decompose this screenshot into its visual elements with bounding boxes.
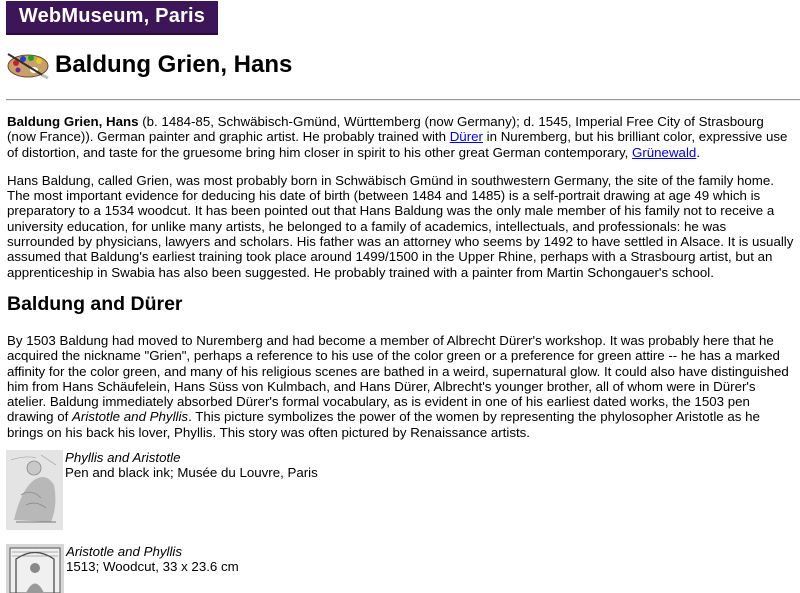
intro-paragraph: Baldung Grien, Hans (b. 1484-85, Schwäbisch-Gmünd, Württemberg (now Germany); d. 1545, Imperial Free City of Strasbourg (now France)). German painter and graphic artist. He probably trained with Dürer in Nuremberg, but his brilliant color, expressive use of distortion, and taste for the gruesome bring him closer in spirit to his other great German contemporary, Grünewald. [7,114,788,160]
grunewald-link[interactable]: Grünewald [632,144,697,160]
work-details: Pen and black ink; Musée du Louvre, Paris [65,465,318,481]
durer-link[interactable]: Dürer [449,129,483,145]
work-details: 1513; Woodcut, 33 x 23.6 cm [66,559,239,575]
site-banner-text: WebMuseum, Paris [18,5,206,28]
artwork-thumbnail[interactable] [6,450,63,530]
divider [6,99,800,101]
artwork-thumbnail[interactable] [6,544,64,593]
site-banner[interactable] [6,1,218,35]
page-title: Baldung Grien, Hans [55,51,293,78]
page-header [6,50,292,80]
palette-icon [6,50,50,80]
section-heading: Baldung and Dürer [7,293,183,315]
work-title[interactable]: Aristotle and Phyllis [66,544,183,559]
article-body [7,114,795,293]
work-item [6,544,239,593]
bio-paragraph: Hans Baldung, called Grien, was most probably born in Schwäbisch Gmünd in southwestern Germany, the site of the family home. The most important evidence for deducing his date of birth (between 1484 and 1485) is a self-portrait drawing at age 49 which is preparatory to a 1534 woodcut. It has been pointed out that Hans Baldung was the only male member of his family not to receive a university education, for unlike many artists, he belonged to a family of academics, intellectuals, and professionals: he was surrounded by physicians, lawyers and scholars. His father was an attorney who seems by 1492 to have settled in Alsace. It is usually assumed that Baldung's earliest training took place around 1499/1500 in the Upper Rhine, perhaps with a Strasbourg artist, but an apprenticeship in Swabia has also been suggested. He probably trained with a painter from Martin Schongauer's school. [7,172,794,280]
work-title[interactable]: Phyllis and Aristotle [65,450,181,465]
section-paragraph: By 1503 Baldung had moved to Nuremberg and had become a member of Albrecht Dürer's workshop. It was probably here that he acquired the nickname "Grien", perhaps a reference to his use of the color green or a preference for green attire -- he has a marked affinity for the color green, and many of his religious scenes are bathed in a weird, supernatural glow. It could also have distinguished him from Hans Schäufelein, Hans Süss von Kulmbach, and Hans Dürer, Albrecht's younger brother, all of whom were in Dürer's atelier. Baldung immediately absorbed Dürer's formal vocabulary, as is evident in one of his earliest dated works, the 1503 pen drawing of Aristotle and Phyllis. This picture symbolizes the power of the women by representing the phylosopher Aristotle as he brings on his back his lover, Phyllis. This story was often pictured by Renaissance artists. [7,333,789,440]
work-item [6,450,318,530]
artist-name: Baldung Grien, Hans [7,114,139,129]
